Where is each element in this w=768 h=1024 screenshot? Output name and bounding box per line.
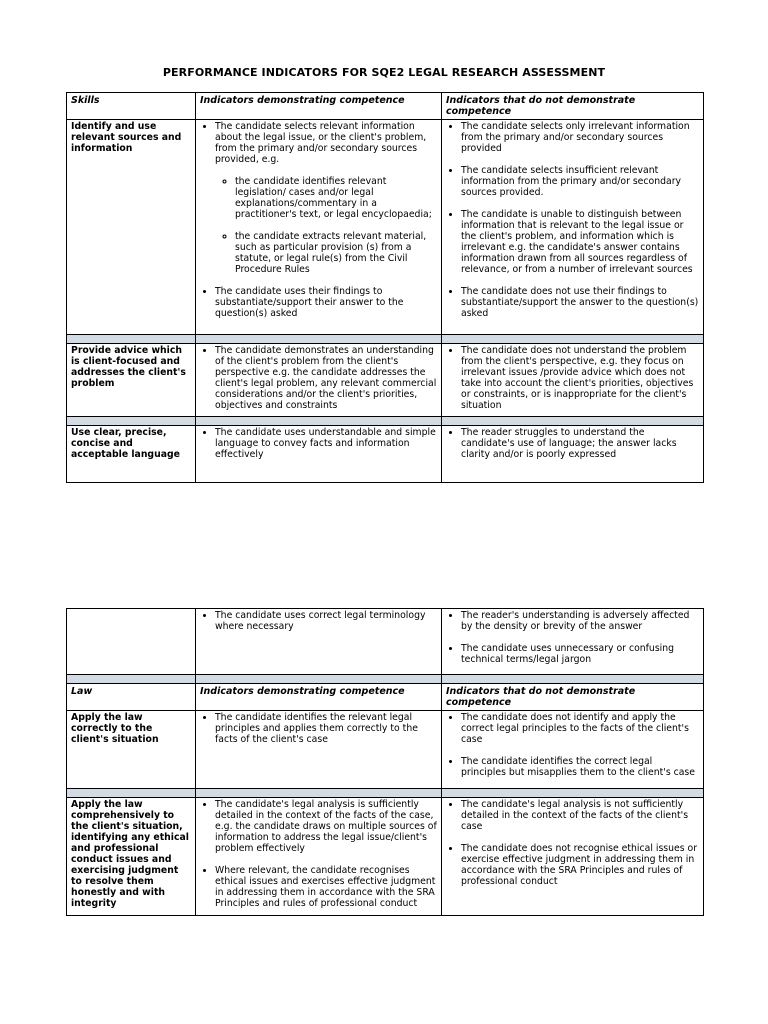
- no-competence-cell: [442, 344, 704, 417]
- list-item: • The candidate does not identify and apply the correct legal principles to the facts of the client's case: [461, 712, 699, 745]
- list-item: • The reader's understanding is adversely affected by the density or brevity of the answer: [461, 610, 699, 632]
- list-item: • The candidate selects insufficient relevant information from the primary and/or secondary sources provided.: [461, 165, 699, 198]
- competence-cell: [196, 798, 442, 916]
- competence-cell: [196, 426, 442, 483]
- list-item: • The candidate selects only irrelevant information from the primary and/or secondary sources provided: [461, 121, 699, 154]
- list-item: • The candidate identifies the correct legal principles but misapplies them to the client's case: [461, 756, 699, 778]
- list-item: • The candidate uses unnecessary or confusing technical terms/legal jargon: [461, 643, 699, 665]
- page-title: PERFORMANCE INDICATORS FOR SQE2 LEGAL RESEARCH ASSESSMENT: [162, 66, 606, 79]
- list-item: ◦ the candidate extracts relevant material, such as particular provision (s) from a statute, or legal rule(s) from the Civil Procedure Rules: [235, 231, 437, 275]
- competence-cell: [196, 344, 442, 417]
- row-separator: [67, 789, 704, 798]
- skill-cell: Provide advice which is client-focused and addresses the client's problem: [67, 344, 196, 417]
- list-item: • The candidate uses understandable and simple language to convey facts and information effectively: [215, 427, 437, 460]
- row-separator: [67, 675, 704, 684]
- table-row: [67, 609, 704, 675]
- skill-cell: Use clear, precise, concise and acceptable language: [67, 426, 196, 483]
- skill-cell: Identify and use relevant sources and information: [67, 120, 196, 335]
- header-competence: Indicators demonstrating competence: [196, 684, 442, 711]
- list-item: • Where relevant, the candidate recognises ethical issues and exercises effective judgment in addressing them in accordance with the SRA Principles and rules of professional conduct: [215, 865, 437, 909]
- list-item: • The candidate does not use their findings to substantiate/support the answer to the question(s) asked: [461, 286, 699, 319]
- header-no-competence: Indicators that do not demonstrate competence: [442, 93, 704, 120]
- list-item: • The candidate selects relevant information about the legal issue, or the client's problem, from the primary and/or secondary sources provided, e.g. ◦ the candidate identifies relevant legislation/ cases and/or legal explanations/commentary in a practitioner's text, or legal encyclopaedia; ◦ the candidate extracts relevant material, such as particular provision (s) from a statute, or legal rule(s) from the Civil Procedure Rules: [215, 121, 437, 275]
- row-separator: [67, 417, 704, 426]
- table-row: [67, 120, 704, 335]
- header-competence: Indicators demonstrating competence: [196, 93, 442, 120]
- competence-cell: [196, 120, 442, 335]
- list-item: • The reader struggles to understand the candidate's use of language; the answer lacks clarity and/or is poorly expressed: [461, 427, 699, 460]
- skills-table: [66, 92, 704, 483]
- list-item: ◦ the candidate identifies relevant legislation/ cases and/or legal explanations/commentary in a practitioner's text, or legal encyclopaedia;: [235, 176, 437, 220]
- no-competence-cell: [442, 609, 704, 675]
- list-item: • The candidate is unable to distinguish between information that is relevant to the legal issue or the client's problem, and information which is irrelevant e.g. the candidate's answer contains information drawn from all sources regardless of relevance, or from a number of irrelevant sources: [461, 209, 699, 275]
- header-skills: Skills: [67, 93, 196, 120]
- table-row: [67, 798, 704, 916]
- no-competence-cell: [442, 426, 704, 483]
- header-law: Law: [67, 684, 196, 711]
- table-header-row: [67, 684, 704, 711]
- no-competence-cell: [442, 798, 704, 916]
- list-item: • The candidate's legal analysis is not sufficiently detailed in the context of the facts of the client's case: [461, 799, 699, 832]
- competence-cell: [196, 609, 442, 675]
- skill-cell: Apply the law comprehensively to the client's situation, identifying any ethical and professional conduct issues and exercising judgment to resolve them honestly and with integrity: [67, 798, 196, 916]
- no-competence-cell: [442, 711, 704, 789]
- row-separator: [67, 335, 704, 344]
- skill-cell: Apply the law correctly to the client's situation: [67, 711, 196, 789]
- list-item: • The candidate demonstrates an understanding of the client's problem from the client's perspective e.g. the candidate addresses the client's legal problem, any relevant commercial considerations and/or the client's priorities, objectives and constraints: [215, 345, 437, 411]
- skill-cell: [67, 609, 196, 675]
- table-row: [67, 426, 704, 483]
- list-item: • The candidate does not recognise ethical issues or exercise effective judgment in addressing them in accordance with the SRA Principles and rules of professional conduct: [461, 843, 699, 887]
- list-item: • The candidate uses their findings to substantiate/support their answer to the question(s) asked: [215, 286, 437, 319]
- table-row: [67, 711, 704, 789]
- list-item: • The candidate uses correct legal terminology where necessary: [215, 610, 437, 632]
- list-item: • The candidate's legal analysis is sufficiently detailed in the context of the facts of the case, e.g. the candidate draws on multiple sources of information to address the legal issue/client's problem effectively: [215, 799, 437, 854]
- no-competence-cell: [442, 120, 704, 335]
- list-item: • The candidate identifies the relevant legal principles and applies them correctly to the facts of the client's case: [215, 712, 437, 745]
- list-item: • The candidate does not understand the problem from the client's perspective, e.g. they focus on irrelevant issues /provide advice which does not take into account the client's priorities, objectives or constraints, or is inappropriate for the client's situation: [461, 345, 699, 411]
- competence-cell: [196, 711, 442, 789]
- table-header-row: [67, 93, 704, 120]
- table-row: [67, 344, 704, 417]
- header-no-competence: Indicators that do not demonstrate competence: [442, 684, 704, 711]
- law-table: [66, 608, 704, 916]
